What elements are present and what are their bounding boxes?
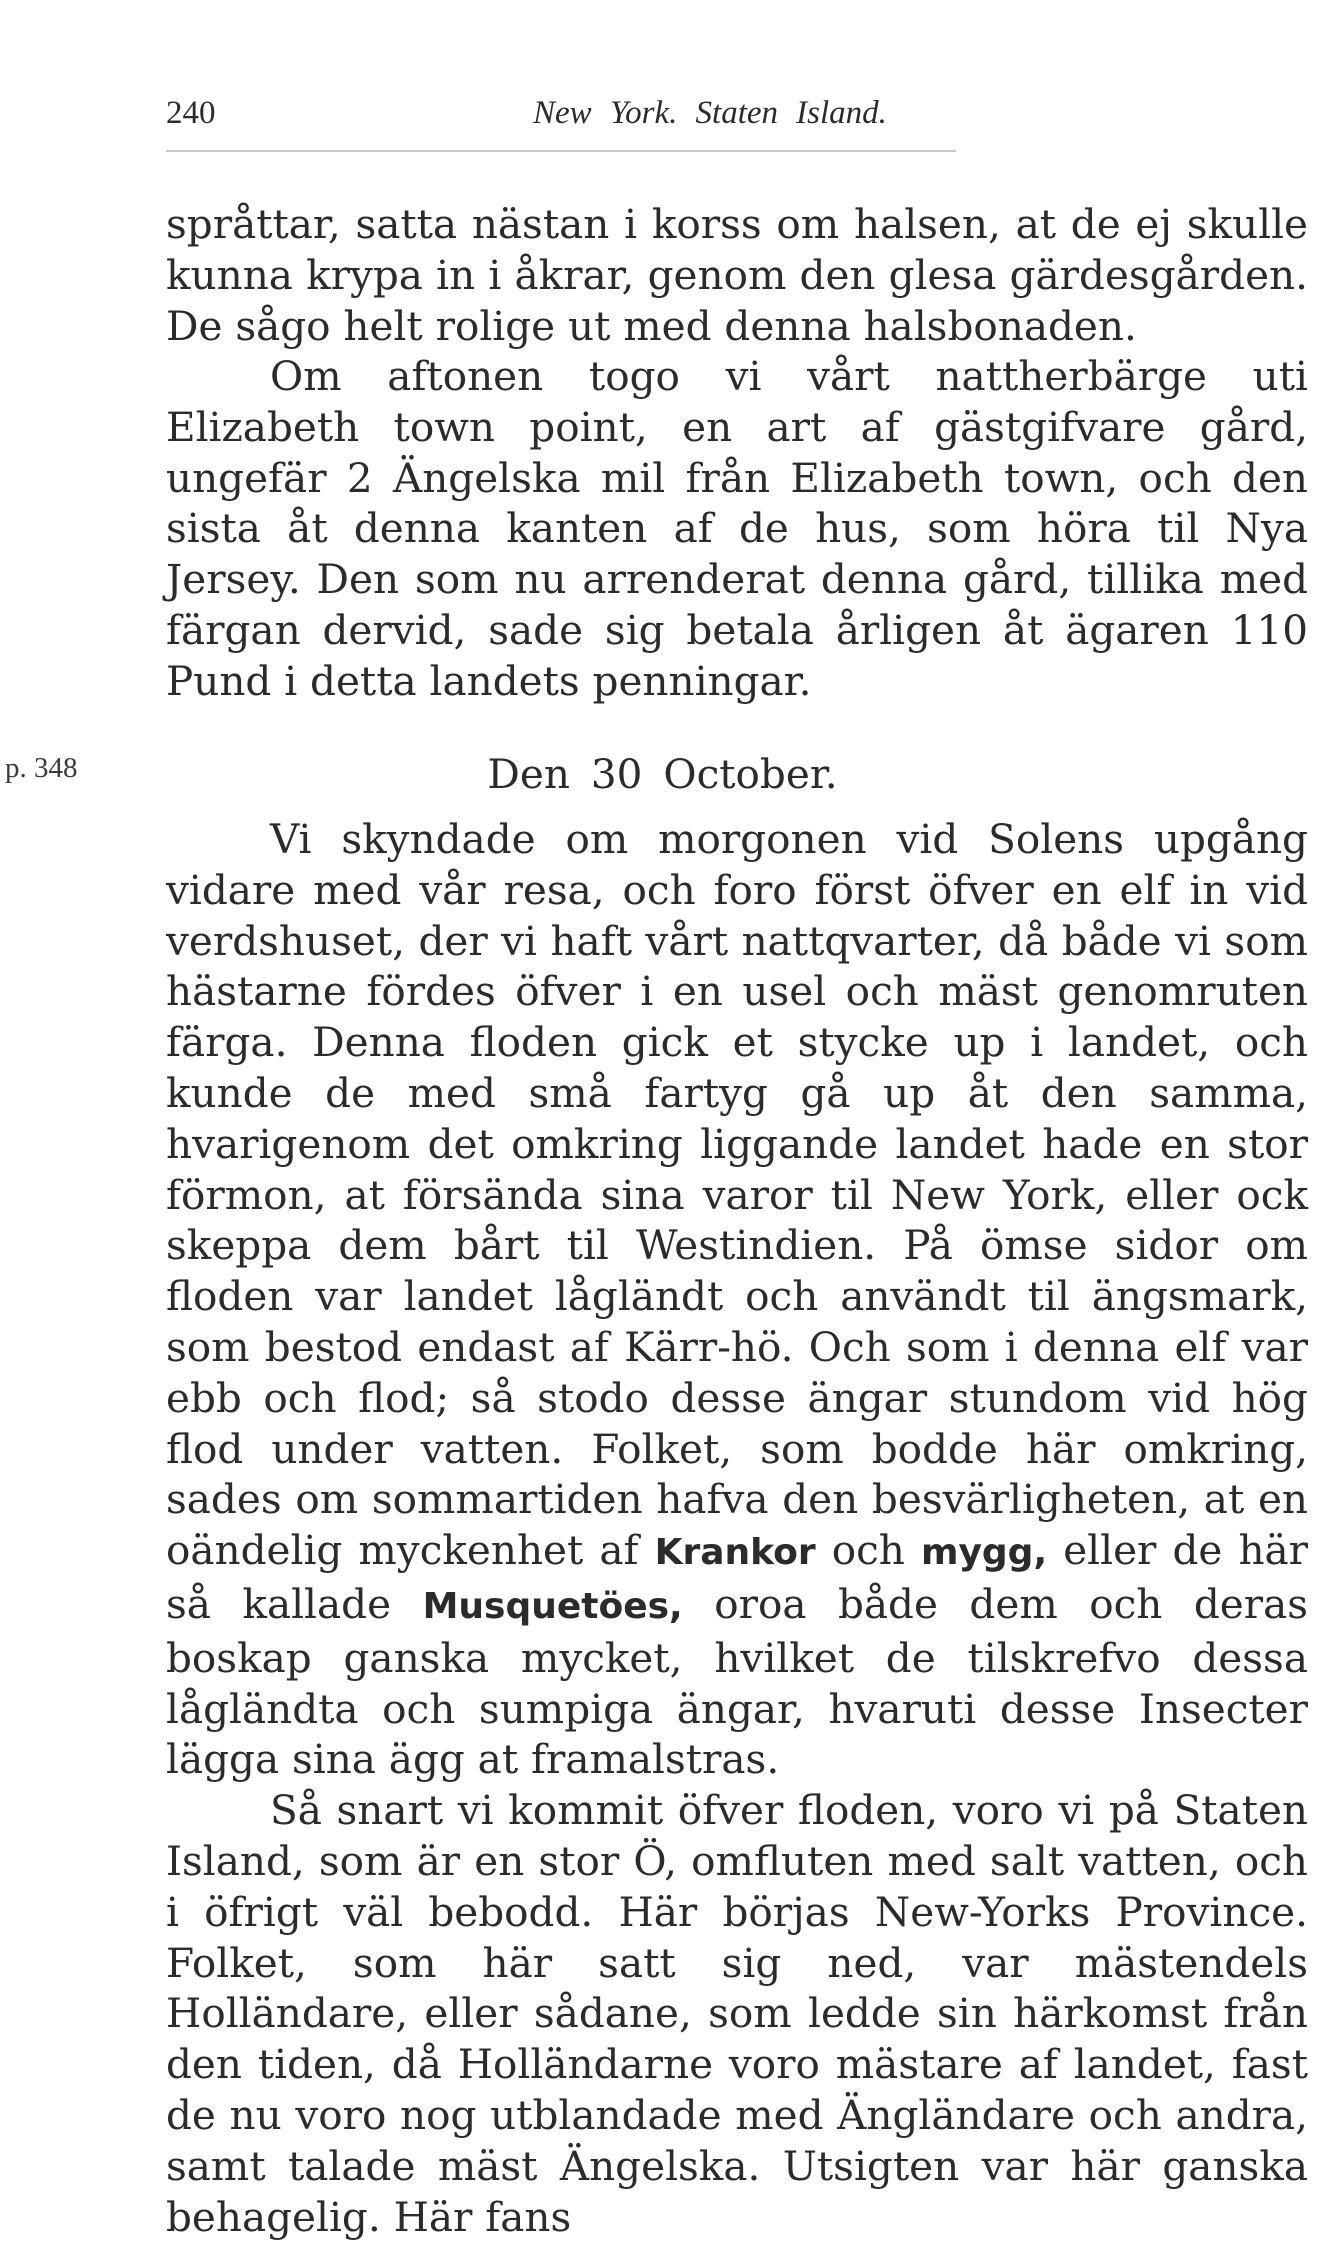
- page-number: 240: [166, 95, 216, 131]
- term-krankor: Krankor: [654, 1532, 816, 1574]
- morning-text-part4: oroa både dem och deras boskap ganska mycket, hvilket de tilskrefvo dessa lågländta och sumpiga ängar, hvaruti desse Insecter lägga sina ägg at framalstras.: [166, 1579, 1309, 1784]
- header-rule: [166, 150, 956, 152]
- margin-page-reference: p. 348: [5, 752, 78, 784]
- term-mygg: mygg,: [920, 1532, 1048, 1574]
- evening-paragraph: [166, 351, 1308, 707]
- running-header: [166, 95, 1308, 145]
- morning-paragraph: [166, 814, 1308, 1785]
- staten-island-paragraph: Så snart vi kommit öfver floden, voro vi på Staten Island, som är en stor Ö, omfluten med salt vatten, och i öfrigt väl bebodd. Här börjas New-Yorks Province. Folket, som här satt sig ned, var mästendels Holländare, eller sådane, som ledde sin härkomst från den tiden, då Holländarne voro mästare af landet, fast de nu voro nog utblandade med Ängländare och andra, samt talade mäst Ängelska. Utsigten var här ganska behagelig. Här fans: [166, 1786, 1308, 2241]
- term-musquetoes: Musquetöes,: [422, 1585, 683, 1627]
- morning-text-part1: Vi skyndade om morgonen vid Solens upgång vidare med vår resa, och foro först öfver en elf in vid verdshuset, der vi haft vårt nattqvarter, då både vi som hästarne fördes öfver i en usel och mäst genomruten färga. Denna floden gick et stycke up i landet, och kunde de med små fartyg gå up åt den samma, hvarigenom det omkring liggande landet hade en stor förmon, at försända sina varor til New York, eller ock skeppa dem bårt til Westindien. På ömse sidor om floden var landet lågländt och användt til ängsmark, som bestod endast af Kärr-hö. Och som i denna elf var ebb och flod; så stodo desse ängar stundom vid hög flod under vatten. Folket, som bodde här omkring, sades om sommartiden hafva den besvärligheten, at en oändelig myckenhet af: [166, 815, 1308, 1575]
- morning-text-part2: och: [831, 1526, 905, 1575]
- running-title: New York. Staten Island.: [533, 95, 887, 131]
- evening-paragraph-text: Om aftonen togo vi vårt nattherbärge uti Elizabeth town point, en art af gästgifvare gård, ungefär 2 Ängelska mil från Elizabeth town, och den sista åt denna kanten af de hus, som höra til Nya Jersey. Den som nu arrenderat denna gård, tillika med färgan dervid, sade sig betala årligen åt ägaren 110 Pund i detta landets penningar.: [166, 352, 1308, 705]
- morning-text-part3: eller de här så kallade: [166, 1526, 1309, 1628]
- continuation-paragraph: språttar, satta nästan i korss om halsen, at de ej skulle kunna krypa in i åkrar, genom den glesa gärdesgården. De sågo helt rolige ut med denna halsbonaden.: [166, 200, 1308, 350]
- main-text-block: [166, 814, 1308, 2242]
- date-heading: Den 30 October.: [487, 750, 838, 798]
